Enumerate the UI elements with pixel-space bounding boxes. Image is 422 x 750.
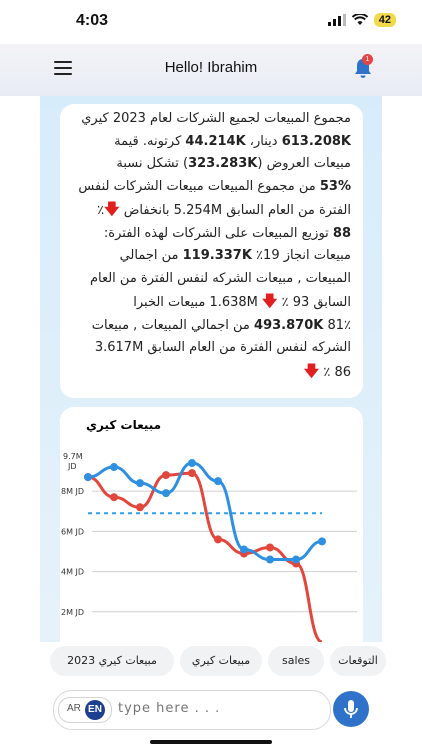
- series-0-point[interactable]: [188, 469, 196, 477]
- app-bar: [0, 44, 422, 96]
- series-0-point[interactable]: [214, 535, 222, 543]
- chip-sales[interactable]: sales: [268, 646, 324, 676]
- mic-icon: [333, 691, 369, 727]
- language-toggle[interactable]: [58, 697, 112, 723]
- series-0-point[interactable]: [162, 471, 170, 479]
- series-1-point[interactable]: [84, 473, 92, 481]
- suggestion-chips: [40, 642, 382, 682]
- series-line-0: [88, 473, 322, 642]
- series-0-point[interactable]: [110, 493, 118, 501]
- bot-message-card: [60, 104, 363, 398]
- series-1-point[interactable]: [136, 479, 144, 487]
- sales-line-chart: [60, 407, 363, 652]
- msg-line: الشركه لنفس الفترة من العام السابق 3.617M: [94, 340, 351, 355]
- status-time: 4:03: [76, 12, 109, 29]
- down-arrow-icon: 🡇: [262, 292, 278, 310]
- bot-message-text: [60, 104, 363, 388]
- series-1-point[interactable]: [188, 459, 196, 467]
- cellular-icon: [328, 14, 346, 26]
- status-icons: [328, 13, 396, 27]
- chart-card: [60, 407, 363, 652]
- series-1-point[interactable]: [240, 545, 248, 553]
- msg-line: مبيعات العروض (323.283K) تشكل نسبة: [116, 156, 351, 171]
- msg-line: السابق 93 ٪ 🡇 1.638M مبيعات الخبرا: [133, 292, 351, 310]
- down-arrow-icon: 🡇: [104, 200, 120, 218]
- y-tick-label: 2M JD: [61, 607, 85, 617]
- series-0-point[interactable]: [266, 543, 274, 551]
- series-1-point[interactable]: [292, 556, 300, 564]
- series-1-point[interactable]: [214, 477, 222, 485]
- greeting-title: Hello! Ibrahim: [164, 59, 258, 76]
- y-tick-label: 6M JD: [61, 527, 85, 537]
- chart-title: مبيعات كيري: [86, 418, 162, 432]
- msg-line: 81٪ 493.870K من اجمالي المبيعات , مبيعات: [91, 317, 351, 333]
- lang-en-option[interactable]: EN: [85, 700, 105, 720]
- chip-kerry-sales[interactable]: مبيعات كيري: [180, 646, 262, 676]
- chat-area: [40, 96, 382, 652]
- battery-icon: 42: [374, 13, 396, 27]
- series-1-point[interactable]: [110, 463, 118, 471]
- y-tick-label: 9.7M JD: [63, 452, 83, 471]
- msg-line: مجموع المبيعات لجميع الشركات لعام 2023 كيري: [81, 111, 351, 126]
- wifi-icon: [352, 14, 368, 26]
- chip-forecasts[interactable]: التوقعات: [330, 646, 386, 676]
- message-input-bar: [53, 690, 331, 730]
- chip-kerry-sales-2023[interactable]: مبيعات كيري 2023: [50, 646, 174, 676]
- msg-line: مبيعات انجاز 19٪ 119.337K من اجمالي: [119, 248, 351, 263]
- lang-ar-option[interactable]: AR: [67, 703, 81, 714]
- status-bar: [0, 0, 422, 44]
- msg-line: 53% من مجموع المبيعات مبيعات الشركات لنفس: [78, 178, 351, 194]
- msg-line: الفترة من العام السابق 5.254M بانخفاض 🡇٪: [97, 200, 351, 218]
- msg-line: 86 ٪ 🡇: [303, 361, 351, 380]
- series-1-point[interactable]: [162, 489, 170, 497]
- msg-line: 88 توزيع المبيعات على الشركات لهذه الفترة:: [103, 225, 351, 241]
- down-arrow-icon: 🡇: [303, 361, 320, 380]
- msg-line: 613.208K دينار، 44.214K كرتونه. قيمة: [114, 133, 351, 149]
- mic-button[interactable]: [333, 691, 369, 727]
- series-0-point[interactable]: [136, 503, 144, 511]
- message-input[interactable]: [116, 700, 270, 717]
- y-tick-label: 8M JD: [61, 487, 85, 497]
- home-indicator: [150, 740, 272, 744]
- notification-badge: 1: [362, 54, 373, 65]
- series-1-point[interactable]: [318, 537, 326, 545]
- y-tick-label: 4M JD: [61, 567, 85, 577]
- msg-line: المبيعات , مبيعات الشركه لنفس الفترة من العام: [89, 270, 351, 286]
- series-1-point[interactable]: [266, 556, 274, 564]
